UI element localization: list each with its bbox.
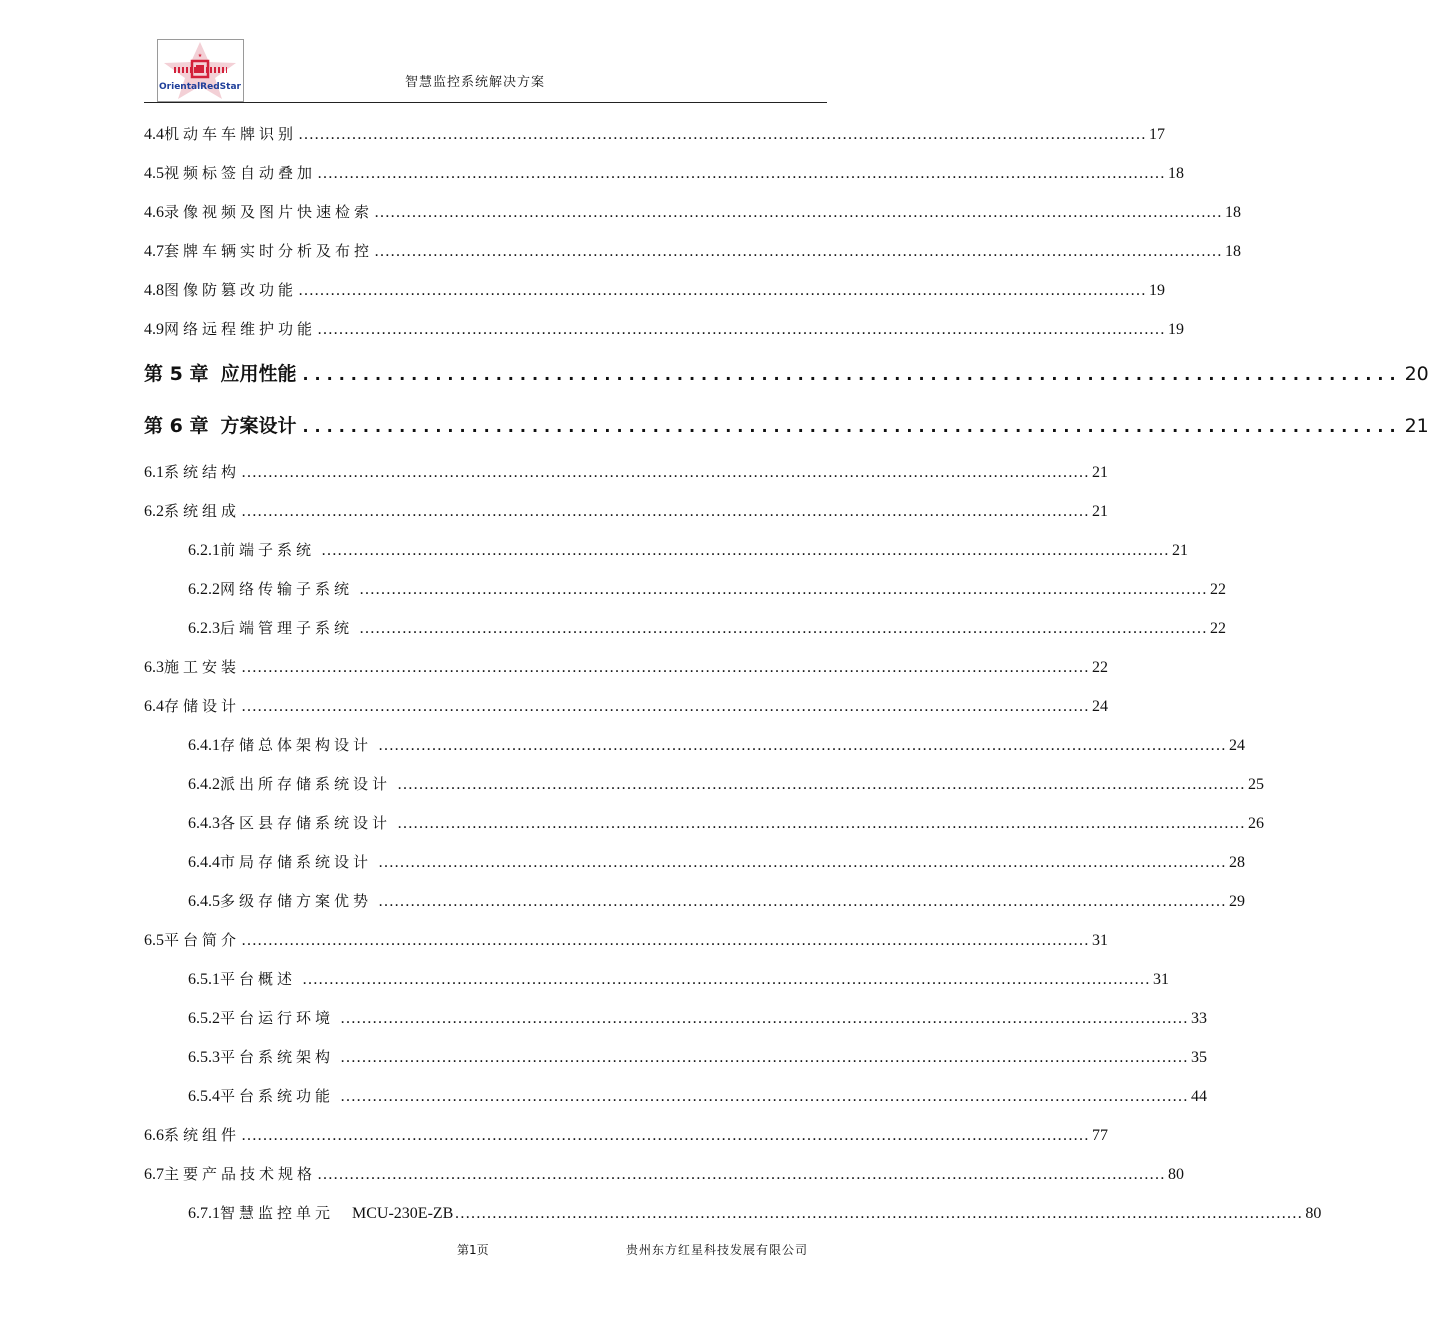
dot-leader: …………………………………………………………………………………………………………………………………………… (241, 1127, 1090, 1144)
dot-leader: …………………………………………………………………………………………………………………………………………… (359, 581, 1208, 598)
page-number: 22 (1092, 659, 1109, 676)
page-number: 18 (1225, 243, 1242, 260)
toc-entry-6-5[interactable]: 6.5 平台简介 …………………………………………………………………………………………………………………………………………… 31 (144, 931, 1109, 949)
toc-entry-6-4[interactable]: 6.4 存储设计 …………………………………………………………………………………………………………………………………………… 24 (144, 697, 1109, 715)
toc-entry-4-4[interactable]: 4.4 机动车车牌识别 …………………………………………………………………………………………………………………………………………… 17 (144, 125, 1166, 143)
page-number: 28 (1229, 854, 1246, 871)
toc-chapter-5[interactable]: 第 5 章 应用性能 ........................................................................................... 20 (144, 363, 1429, 385)
dot-leader: …………………………………………………………………………………………………………………………………………… (317, 1166, 1166, 1183)
dot-leader: …………………………………………………………………………………………………………………………………………… (241, 464, 1090, 481)
page-number: 80 (1168, 1166, 1185, 1183)
dot-leader: ........................................................................................... (302, 417, 1402, 436)
dot-leader: …………………………………………………………………………………………………………………………………………… (317, 321, 1166, 338)
page-number: 19 (1149, 282, 1166, 299)
dot-leader: …………………………………………………………………………………………………………………………………………… (397, 815, 1246, 832)
page-number: 31 (1153, 971, 1170, 988)
page-number: 18 (1168, 165, 1185, 182)
page-number: 77 (1092, 1127, 1109, 1144)
dot-leader: …………………………………………………………………………………………………………………………………………… (317, 165, 1166, 182)
dot-leader: …………………………………………………………………………………………………………………………………………… (241, 932, 1090, 949)
dot-leader: …………………………………………………………………………………………………………………………………………… (374, 243, 1223, 260)
toc-entry-6-2-1[interactable]: 6.2.1 前端子系统 …………………………………………………………………………………………………………………………………………… 21 (188, 541, 1189, 559)
toc-entry-4-9[interactable]: 4.9 网络远程维护功能 …………………………………………………………………………………………………………………………………………… 19 (144, 320, 1185, 338)
toc-entry-6-5-1[interactable]: 6.5.1 平台概述 …………………………………………………………………………………………………………………………………………… 31 (188, 970, 1170, 988)
dot-leader: …………………………………………………………………………………………………………………………………………… (359, 620, 1208, 637)
dot-leader: …………………………………………………………………………………………………………………………………………… (298, 282, 1147, 299)
dot-leader: …………………………………………………………………………………………………………………………………………… (241, 659, 1090, 676)
toc-entry-6-4-4[interactable]: 6.4.4 市局存储系统设计 …………………………………………………………………………………………………………………………………………… 28 (188, 853, 1246, 871)
svg-text:★: ★ (197, 53, 203, 59)
header-title: 智慧监控系统解决方案 (404, 75, 545, 90)
page-number: 17 (1149, 126, 1166, 143)
page-number: 80 (1305, 1205, 1322, 1222)
toc-entry-6-5-2[interactable]: 6.5.2 平台运行环境 …………………………………………………………………………………………………………………………………………… 33 (188, 1009, 1208, 1027)
toc-entry-6-3[interactable]: 6.3 施工安装 …………………………………………………………………………………………………………………………………………… 22 (144, 658, 1109, 676)
toc-entry-6-4-3[interactable]: 6.4.3 各区县存储系统设计 …………………………………………………………………………………………………………………………………………… 26 (188, 814, 1265, 832)
toc-entry-6-5-4[interactable]: 6.5.4 平台系统功能 …………………………………………………………………………………………………………………………………………… 44 (188, 1087, 1208, 1105)
page-number: 19 (1168, 321, 1185, 338)
page-number: 25 (1248, 776, 1265, 793)
dot-leader: ........................................................................................... (302, 365, 1402, 384)
toc-entry-4-6[interactable]: 4.6 录像视频及图片快速检索 …………………………………………………………………………………………………………………………………………… 18 (144, 203, 1242, 221)
page-number: 31 (1092, 932, 1109, 949)
toc-entry-4-7[interactable]: 4.7 套牌车辆实时分析及布控 …………………………………………………………………………………………………………………………………………… 18 (144, 242, 1242, 260)
dot-leader: …………………………………………………………………………………………………………………………………………… (340, 1088, 1189, 1105)
toc-entry-6-4-1[interactable]: 6.4.1 存储总体架构设计 …………………………………………………………………………………………………………………………………………… 24 (188, 736, 1246, 754)
dot-leader: …………………………………………………………………………………………………………………………………………… (302, 971, 1151, 988)
page-number: 20 (1404, 363, 1429, 385)
page-number: 18 (1225, 204, 1242, 221)
dot-leader: …………………………………………………………………………………………………………………………………………… (378, 893, 1227, 910)
toc-chapter-6[interactable]: 第 6 章 方案设计 ........................................................................................... 21 (144, 415, 1429, 437)
dot-leader: …………………………………………………………………………………………………………………………………………… (378, 737, 1227, 754)
dot-leader: …………………………………………………………………………………………………………………………………………… (241, 503, 1090, 520)
toc-entry-6-1[interactable]: 6.1 系统结构 …………………………………………………………………………………………………………………………………………… 21 (144, 463, 1109, 481)
page-number: 24 (1092, 698, 1109, 715)
product-model: MCU-230E-ZB (352, 1205, 454, 1222)
footer-company-name: 贵州东方红星科技发展有限公司 (625, 1243, 808, 1257)
page-number: 26 (1248, 815, 1265, 832)
page-number: 35 (1191, 1049, 1208, 1066)
toc-entry-6-5-3[interactable]: 6.5.3 平台系统架构 …………………………………………………………………………………………………………………………………………… 35 (188, 1048, 1208, 1066)
toc-entry-4-5[interactable]: 4.5 视频标签自动叠加 …………………………………………………………………………………………………………………………………………… 18 (144, 164, 1185, 182)
page-number: 33 (1191, 1010, 1208, 1027)
dot-leader: …………………………………………………………………………………………………………………………………………… (374, 204, 1223, 221)
dot-leader: …………………………………………………………………………………………………………………………………………… (340, 1049, 1189, 1066)
dot-leader: …………………………………………………………………………………………………………………………………………… (340, 1010, 1189, 1027)
page-number: 21 (1172, 542, 1189, 559)
page-number: 21 (1404, 415, 1429, 437)
page-number: 22 (1210, 581, 1227, 598)
toc-entry-6-2[interactable]: 6.2 系统组成 …………………………………………………………………………………………………………………………………………… 21 (144, 502, 1109, 520)
page-number: 21 (1092, 503, 1109, 520)
toc-entry-4-8[interactable]: 4.8 图像防篡改功能 …………………………………………………………………………………………………………………………………………… 19 (144, 281, 1166, 299)
dot-leader: …………………………………………………………………………………………………………………………………………… (298, 126, 1147, 143)
dot-leader: …………………………………………………………………………………………………………………………………………… (321, 542, 1170, 559)
toc-entry-6-4-2[interactable]: 6.4.2 派出所存储系统设计 …………………………………………………………………………………………………………………………………………… 25 (188, 775, 1265, 793)
page-number: 44 (1191, 1088, 1208, 1105)
page-number: 29 (1229, 893, 1246, 910)
toc-entry-6-2-2[interactable]: 6.2.2 网络传输子系统 …………………………………………………………………………………………………………………………………………… 22 (188, 580, 1227, 598)
toc-entry-6-4-5[interactable]: 6.4.5 多级存储方案优势 …………………………………………………………………………………………………………………………………………… 29 (188, 892, 1246, 910)
page-number: 24 (1229, 737, 1246, 754)
toc-entry-6-6[interactable]: 6.6 系统组件 …………………………………………………………………………………………………………………………………………… 77 (144, 1126, 1109, 1144)
dot-leader: …………………………………………………………………………………………………………………………………………… (454, 1205, 1303, 1222)
toc-entry-6-7[interactable]: 6.7 主要产品技术规格 …………………………………………………………………………………………………………………………………………… 80 (144, 1165, 1185, 1183)
logo-text: OrientalRedStar (159, 82, 241, 92)
toc-entry-6-2-3[interactable]: 6.2.3 后端管理子系统 …………………………………………………………………………………………………………………………………………… 22 (188, 619, 1227, 637)
page-number: 21 (1092, 464, 1109, 481)
toc-entry-6-7-1[interactable]: 6.7.1 智慧监控单元 MCU-230E-ZB …………………………………………………………………………………………………………………………………………… 80 (188, 1204, 1322, 1222)
page-number: 22 (1210, 620, 1227, 637)
dot-leader: …………………………………………………………………………………………………………………………………………… (241, 698, 1090, 715)
dot-leader: …………………………………………………………………………………………………………………………………………… (397, 776, 1246, 793)
footer-page-number: 第1页 (457, 1243, 489, 1257)
dot-leader: …………………………………………………………………………………………………………………………………………… (378, 854, 1227, 871)
